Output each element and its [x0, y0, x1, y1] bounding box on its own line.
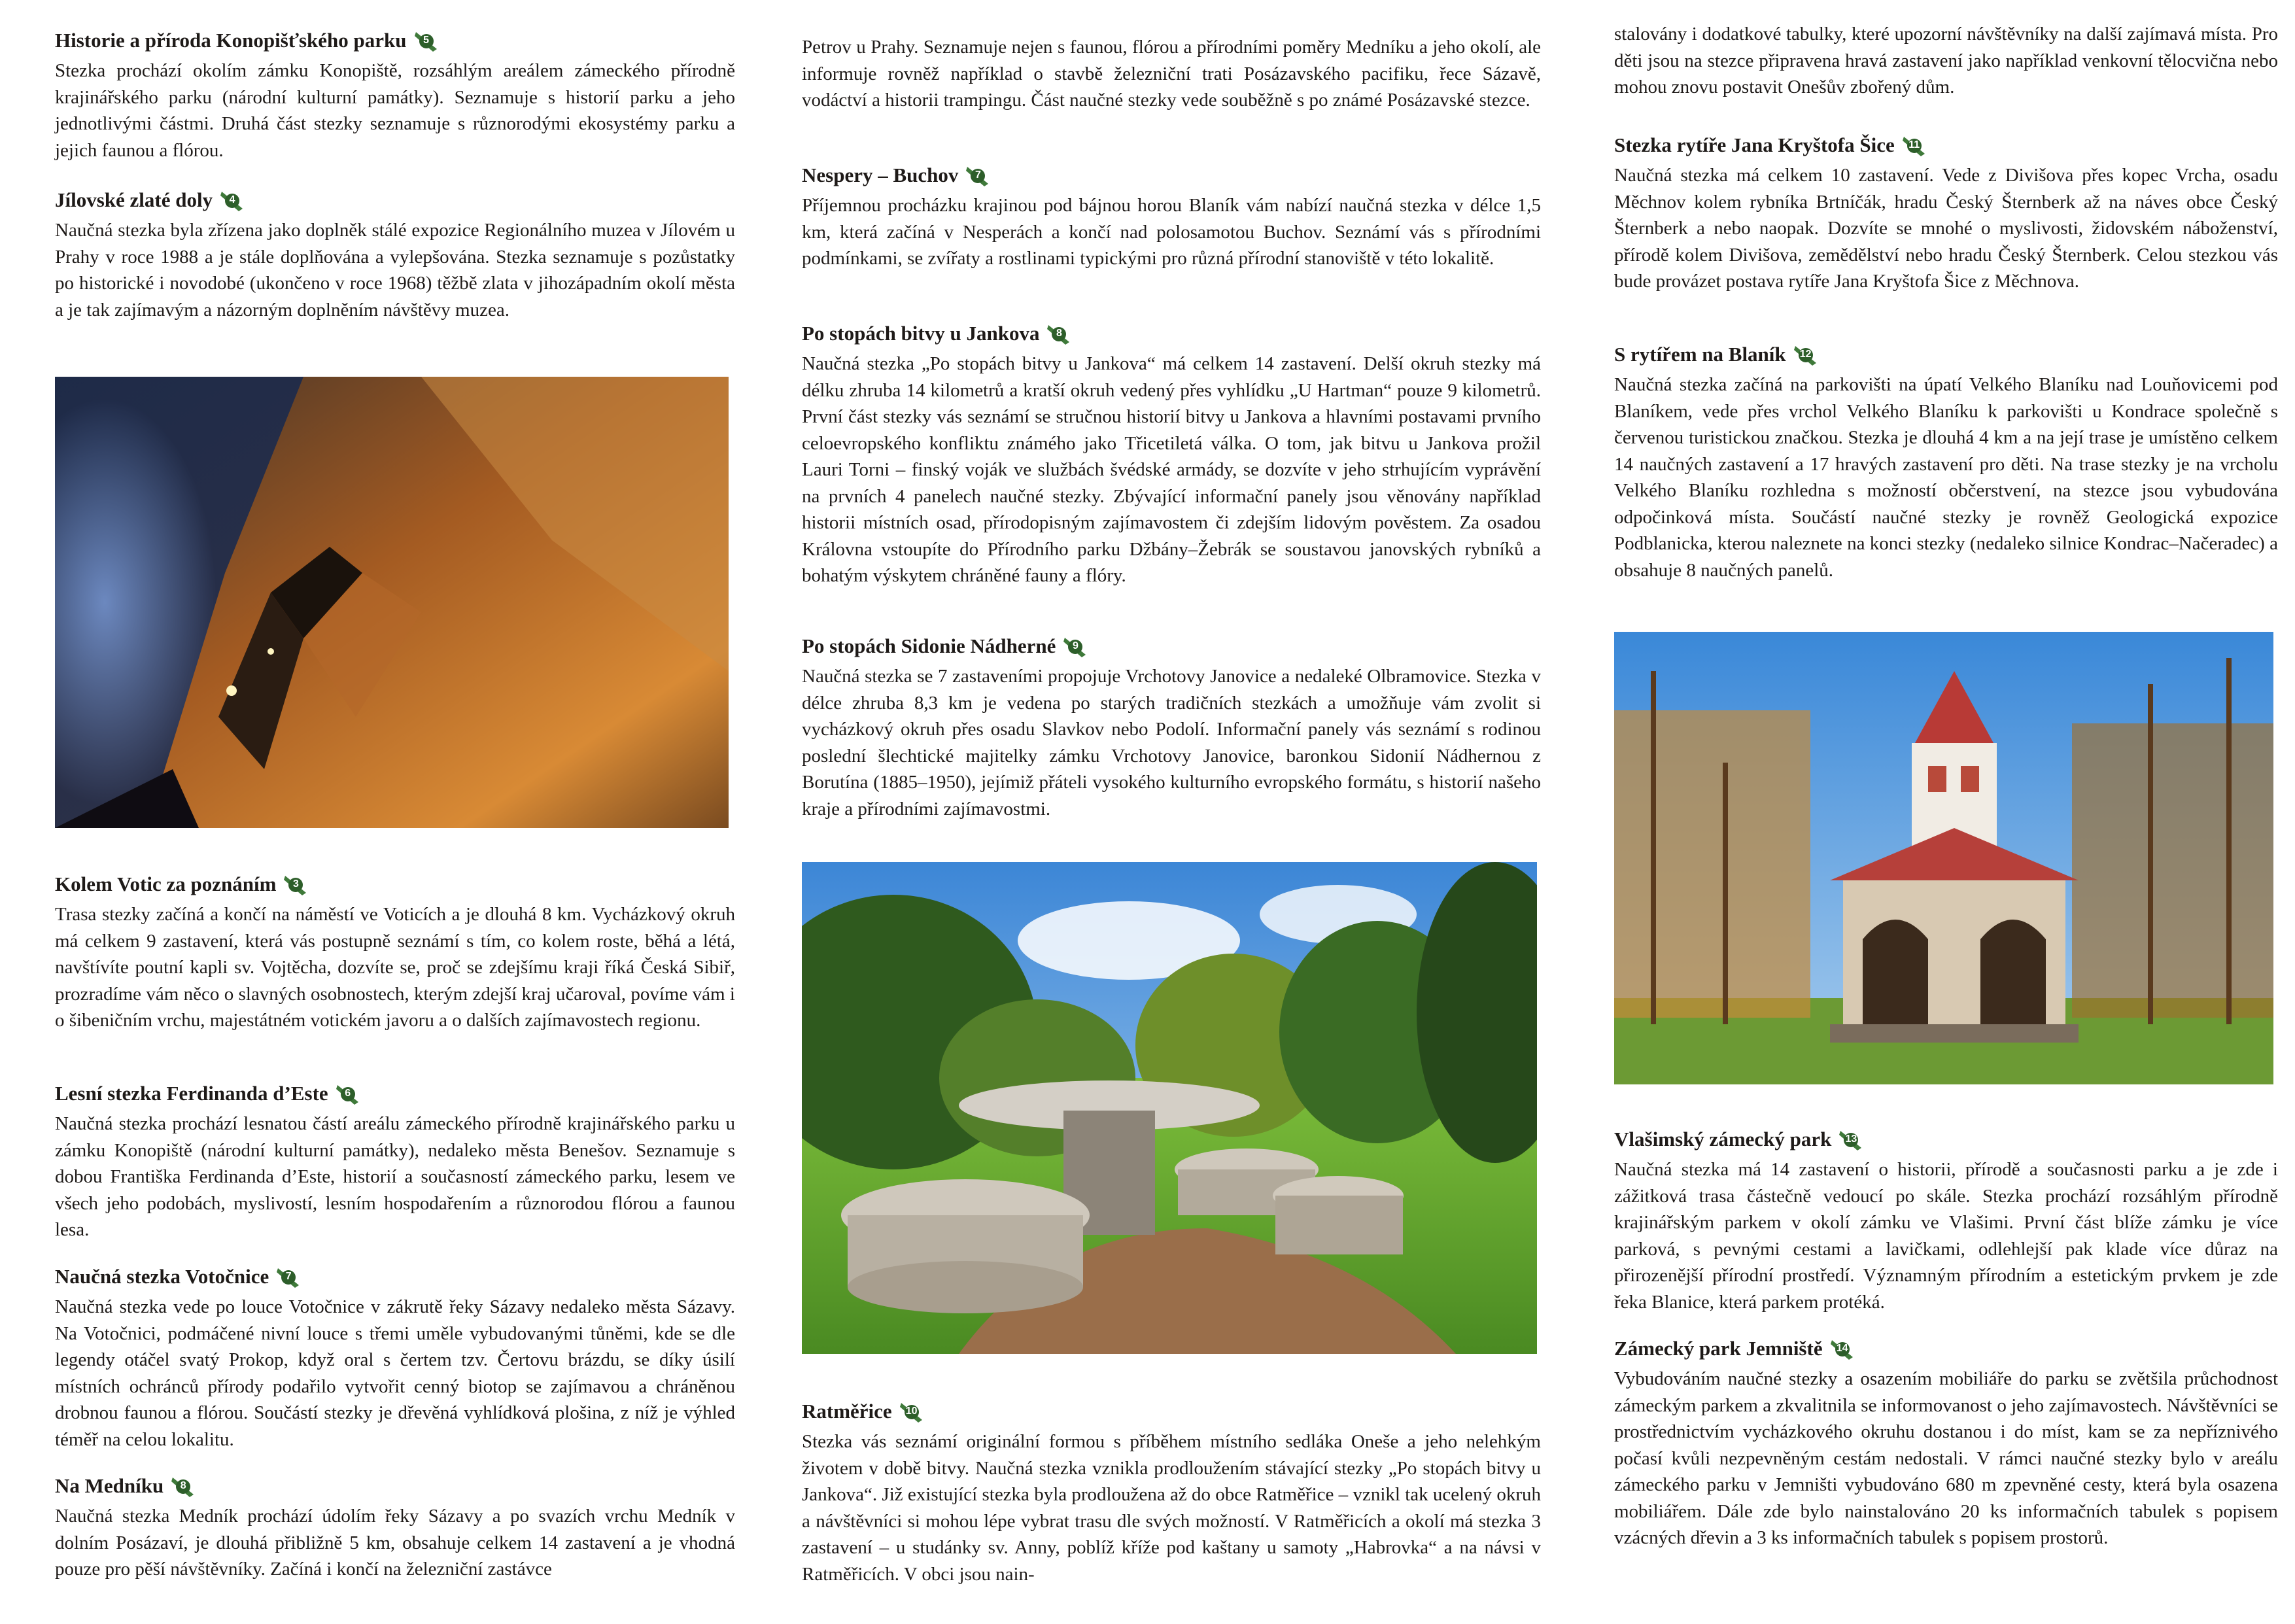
section-heading — [55, 871, 735, 897]
section-title: Kolem Votic za poznáním — [55, 872, 277, 895]
section-text: Naučná stezka prochází lesnatou částí areálu zámeckého přírodně krajinářského parku u zámku Konopiště (národní kulturní památky), nedaleko města Benešov. Seznamuje s dobou Františka Ferdinanda d’Este, historií a současností zámeckého parku, lesem ve všech jeho podobách, myslivostí, lesním hospodařením a různorodou flórou a faunou lesa. — [55, 1113, 735, 1240]
section-title: Po stopách Sidonie Nádherné — [802, 634, 1056, 657]
section-ratmerice — [802, 1398, 1541, 1587]
section-ratmerice-continued — [1614, 21, 2278, 101]
section-text: Příjemnou procházku krajinou pod bájnou horou Blaník vám nabízí naučná stezka v délce 1,5 km, která začíná v Nesperách a končí nad polosamotou Buchov. Seznámí vás s přírodními podmínkami, se zvířaty a rostlinami typickými pro různá přírodní stanoviště v této lokalitě. — [802, 195, 1541, 269]
section-text: Naučná stezka začíná na parkovišti na úpatí Velkého Blaníku nad Louňovicemi pod Blaníkem, vede přes vrchol Velkého Blaníku k parkovišti u Kondrace společně s červenou turistickou značkou. Stezka je dlouhá 4 km a na její trase je umístěno celkem 14 naučných zastavení a 17 hravých zastavení pro děti. Na trase stezky je na vrcholu Velkého Blaníku rozhledna s možností občerstvení, na stezce jsou vybudována odpočinková místa. Součástí naučné stezky je rovněž Geologická expozice Podblanicka, kterou naleznete na konci stezky (nedaleko silnice Kondrac–Načeradec) a obsahuje 8 naučných panelů. — [1614, 374, 2278, 581]
section-heading — [55, 1080, 735, 1107]
section-title: Nespery – Buchov — [802, 164, 959, 186]
section-text: Petrov u Prahy. Seznamuje nejen s faunou, flórou a přírodními poměry Medníku a jeho okolí, ale informuje rovněž například o stavbě železniční trati Posázavského pacifiku, řece Sázavě, vodáctví a historii trampingu. Část naučné stezky vede souběžně s po známé Posázavské stezce. — [802, 37, 1541, 111]
section-jemniste-park — [1614, 1336, 2278, 1551]
section-text: Trasa stezky začíná a končí na náměstí ve Voticích a je dlouhá 8 km. Vycházkový okruh má celkem 9 zastavení, která vás postupně seznámí s tím, co kolem roste, běhá a létá, navštívíte poutní kapli sv. Vojtěcha, dozvíte se, proč se zdejšímu kraji říká Česká Sibiř, prozradíme vám něco o slavných osobnostech, kterým zdejší kraj učaroval, povíme vám i o šibeničním vrchu, majestátném votickém javoru a o dalších zajímavostech regionu. — [55, 904, 735, 1031]
trail-marker-icon: 8 — [170, 1474, 196, 1498]
trail-marker-icon: 8 — [1046, 321, 1072, 346]
section-sic-trail — [1614, 132, 2278, 295]
trail-marker-icon: 13 — [1838, 1127, 1864, 1152]
photo-pavilion — [1614, 632, 2273, 1084]
section-text: Stezka prochází okolím zámku Konopiště, rozsáhlým areálem zámeckého přírodně krajinářského parku (národní kulturní památky). Seznamuje s historií parku a jeho jednotlivými částmi. Druhá část stezky seznamuje s různorodými ekosystémy parku a jejich faunou a flórou. — [55, 60, 735, 161]
trail-marker-icon: 10 — [899, 1399, 925, 1424]
section-title: Ratměřice — [802, 1400, 892, 1423]
section-mednik-continued — [802, 34, 1541, 114]
section-heading — [1614, 1126, 2278, 1152]
section-heading — [55, 1473, 735, 1499]
section-title: Naučná stezka Votočnice — [55, 1265, 269, 1288]
section-text: Vybudováním naučné stezky a osazením mobiliáře do parku se zvětšila průchodnost zámeckým parkem a zkvalitnila se informovanost o jeho zajímavostech. Návštěvníci se prostřednictvím vycházkového okruhu dostanou i do míst, kam se za nepříznivého počasí kvůli nezpevněným cestám nedostali. V rámci naučné stezky bylo v areálu zámeckého parku v Jemništi vybudováno 680 m zpevněné cesty, která byla osazena mobiliářem. Dále zde bylo nainstalováno 20 ks informačních tabulek s popisem vzácných dřevin a 3 ks informačních tabulek s popisem prostorů. — [1614, 1368, 2278, 1548]
section-title: S rytířem na Blaník — [1614, 343, 1786, 366]
section-title: Lesní stezka Ferdinanda d’Este — [55, 1082, 328, 1105]
section-title: Vlašimský zámecký park — [1614, 1128, 1832, 1150]
trail-marker-icon: 3 — [283, 872, 309, 897]
section-text: Naučná stezka byla zřízena jako doplněk stálé expozice Regionálního muzea v Jílovém u Prahy v roce 1988 a je stále doplňována a vylepšována. Stezka seznamuje s pozůstatky po historické i novodobé (ukončeno v roce 1968) těžbě zlata v jihozápadním okolí města a je tak zajímavým a názorným doplněním návštěvy muzea. — [55, 220, 735, 320]
section-blanik — [1614, 341, 2278, 583]
section-ferdinand-trail — [55, 1080, 735, 1243]
photo-mine-tunnel — [55, 377, 729, 828]
section-title: Na Medníku — [55, 1474, 164, 1497]
section-jilove-mines — [55, 187, 735, 323]
section-nespery-buchov — [802, 162, 1541, 272]
section-heading — [55, 187, 735, 213]
section-heading — [802, 1398, 1541, 1425]
trail-marker-icon: 9 — [1062, 634, 1088, 659]
section-heading — [1614, 132, 2278, 158]
section-title: Po stopách bitvy u Jankova — [802, 322, 1040, 345]
section-title: Historie a příroda Konopišťského parku — [55, 29, 407, 52]
section-heading — [802, 162, 1541, 188]
section-text: Naučná stezka „Po stopách bitvy u Jankova“ má celkem 14 zastavení. Delší okruh stezky má délku zhruba 14 kilometrů a kratší okruh vedený přes vyhlídku „U Hartman“ pouze 9 kilometrů. První část stezky vás seznámí se stručnou historií bitvy u Jankova a hlavními postavami prvního celoevropského konfliktu známého jako Třicetiletá válka. O tom, jak bitvu u Jankova prožil Lauri Torni – finský voják ve službách švédské armády, se dozvíte v jeho strhujícím vyprávění na prvních 4 panelech naučné stezky. Zbývající informační panely jsou věnovány například historii místních osad, přírodopisným zajímavostem či zdejším lidovým pověstem. Za osadou Královna vstoupíte do Přírodního parku Džbány–Žebrák se soustavou janovských rybníků a bohatým výskytem chráněné fauny a flóry. — [802, 353, 1541, 586]
section-heading — [802, 633, 1541, 659]
section-text: Naučná stezka vede po louce Votočnice v zákrutě řeky Sázavy nedaleko města Sázavy. Na Votočnici, podmáčené nivní louce s třemi uměle vybudovanými tůněmi, kde se dle legendy otáčel svatý Prokop, když oral s čertem tzv. Čertovu brázdu, se díky úsilí místních ochránců přírody podařilo vytvořit cenný biotop se zajímavou a chráněnou drobnou faunou a flórou. Součástí stezky je dřevěná vyhlídková plošina, z níž je výhled téměř na celou lokalitu. — [55, 1296, 735, 1450]
trail-marker-icon: 7 — [965, 163, 991, 188]
trail-marker-icon: 7 — [275, 1264, 302, 1289]
section-heading — [1614, 341, 2278, 368]
section-jankov-battle — [802, 320, 1541, 589]
section-text: Naučná stezka má celkem 10 zastavení. Vede z Divišova přes kopec Vrcha, osadu Měchnov kolem rybníka Brtníčák, hradu Český Šternberk až na náves obce Český Šternberk a nebo naopak. Dozvíte se mnohé o myslivosti, židovském náboženství, přírodě kolem Divišova, zemědělství nebo hradu Český Šternberk. Celou stezkou vás bude provázet postava rytíře Jana Kryštofa Šice z Měchnova. — [1614, 165, 2278, 292]
photo-stone-table — [802, 862, 1537, 1354]
section-text: Stezka vás seznámí originální formou s příběhem místního sedláka Oneše a jeho nelehkým životem v době bitvy. Naučná stezka vznikla prodloužením stávající stezky „Po stopách bitvy u Jankova“. Již existující stezka byla prodloužena až do obce Ratměřice – vznikl tak ucelený okruh a návštěvníci si mohou lépe vybrat trasu dle svých možností. V Ratměřicích a okolí má stezka 3 zastavení – u studánky sv. Anny, poblíž kříže pod kaštany u samoty „Habrovka“ a na návsi v Ratměřicích. V obci jsou nain- — [802, 1431, 1541, 1585]
section-heading — [802, 320, 1541, 347]
section-text: Naučná stezka se 7 zastaveními propojuje Vrchotovy Janovice a nedaleké Olbramovice. Stezka v délce zhruba 8,3 km je vedena po starých tradičních stezkách a umožňuje vám zvolit si vycházkový okruh přes osadu Slavkov nebo Podolí. Informační panely vás seznámí s rodinou poslední šlechtické majitelky zámku Vrchotovy Janovice, baronkou Sidonií Nádhernou z Borutína (1885–1950), jejímiž přáteli vysokého kulturního evropského formátu, s historií našeho kraje a přírodními zajímavostmi. — [802, 666, 1541, 820]
section-sidonie — [802, 633, 1541, 822]
section-title: Stezka rytíře Jana Kryštofa Šice — [1614, 133, 1895, 156]
section-text: stalovány i dodatkové tabulky, které upozorní návštěvníky na další zajímavá místa. Pro děti jsou na stezce připravena hravá zastavení jako například venkovní tělocvična nebo mohou znovu postavit Onešův zbořený dům. — [1614, 24, 2278, 97]
section-text: Naučná stezka má 14 zastavení o historii, přírodě a současnosti parku a je zde i zážitková trasa částečně vedoucí po skále. Stezka prochází rozsáhlým přírodně krajinářským parkem v okolí zámku ve Vlašimi. První část blíže zámku je více parková, s pevnými cestami a lavičkami, odlehlejší pak klade více důraz na přirozenější přírodní prostředí. Významným přírodním a estetickým prvkem je zde řeka Blanice, která parkem protéká. — [1614, 1159, 2278, 1313]
section-heading — [55, 27, 735, 54]
section-votocnice — [55, 1264, 735, 1453]
section-title: Jílovské zlaté doly — [55, 188, 213, 211]
section-vlasim-park — [1614, 1126, 2278, 1315]
section-heading — [55, 1264, 735, 1290]
trail-marker-icon: 14 — [1829, 1336, 1855, 1361]
section-votice — [55, 871, 735, 1034]
trail-marker-icon: 4 — [219, 188, 245, 213]
trail-marker-icon: 12 — [1793, 342, 1819, 367]
section-konopiste-park — [55, 27, 735, 164]
trail-marker-icon: 5 — [413, 28, 440, 53]
trail-marker-icon: 6 — [335, 1081, 361, 1106]
section-heading — [1614, 1336, 2278, 1362]
trail-marker-icon: 11 — [1901, 133, 1927, 158]
section-title: Zámecký park Jemniště — [1614, 1337, 1823, 1360]
section-mednik — [55, 1473, 735, 1583]
section-text: Naučná stezka Medník prochází údolím řeky Sázavy a po svazích vrchu Medník v dolním Posázaví, je dlouhá přibližně 5 km, obsahuje celkem 14 zastavení a je vhodná pouze pro pěší návštěvníky. Začíná i končí na železniční zastávce — [55, 1506, 735, 1580]
